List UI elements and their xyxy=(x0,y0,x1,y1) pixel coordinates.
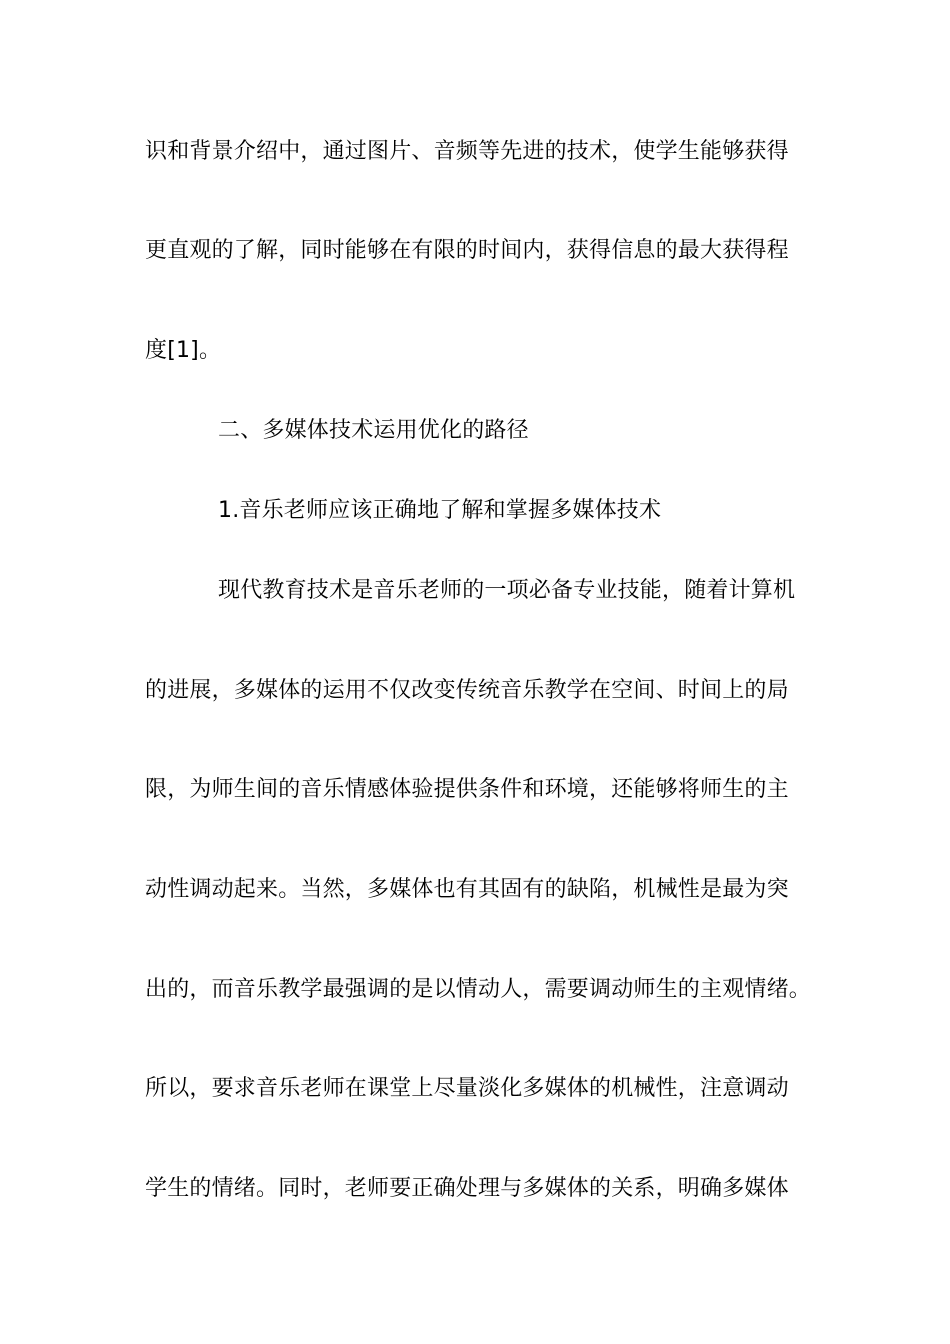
body-text-line: 出的，而音乐教学最强调的是以情动人，需要调动师生的主观情绪。 xyxy=(145,977,812,1002)
body-text-line: 动性调动起来。当然，多媒体也有其固有的缺陷，机械性是最为突 xyxy=(145,877,789,902)
subsection-heading: 1.音乐老师应该正确地了解和掌握多媒体技术 xyxy=(218,498,662,523)
body-text-line: 识和背景介绍中，通过图片、音频等先进的技术，使学生能够获得 xyxy=(145,139,789,164)
body-text-line: 更直观的了解，同时能够在有限的时间内，获得信息的最大获得程 xyxy=(145,238,789,263)
body-text-line: 度[1]。 xyxy=(145,338,222,363)
body-text-line: 现代教育技术是音乐老师的一项必备专业技能，随着计算机 xyxy=(218,578,796,603)
body-text-line: 学生的情绪。同时，老师要正确处理与多媒体的关系，明确多媒体 xyxy=(145,1176,789,1201)
body-text-line: 的进展，多媒体的运用不仅改变传统音乐教学在空间、时间上的局 xyxy=(145,678,789,703)
section-heading: 二、多媒体技术运用优化的路径 xyxy=(218,418,529,443)
body-text-line: 限，为师生间的音乐情感体验提供条件和环境，还能够将师生的主 xyxy=(145,777,789,802)
body-text-line: 所以，要求音乐老师在课堂上尽量淡化多媒体的机械性，注意调动 xyxy=(145,1076,789,1101)
